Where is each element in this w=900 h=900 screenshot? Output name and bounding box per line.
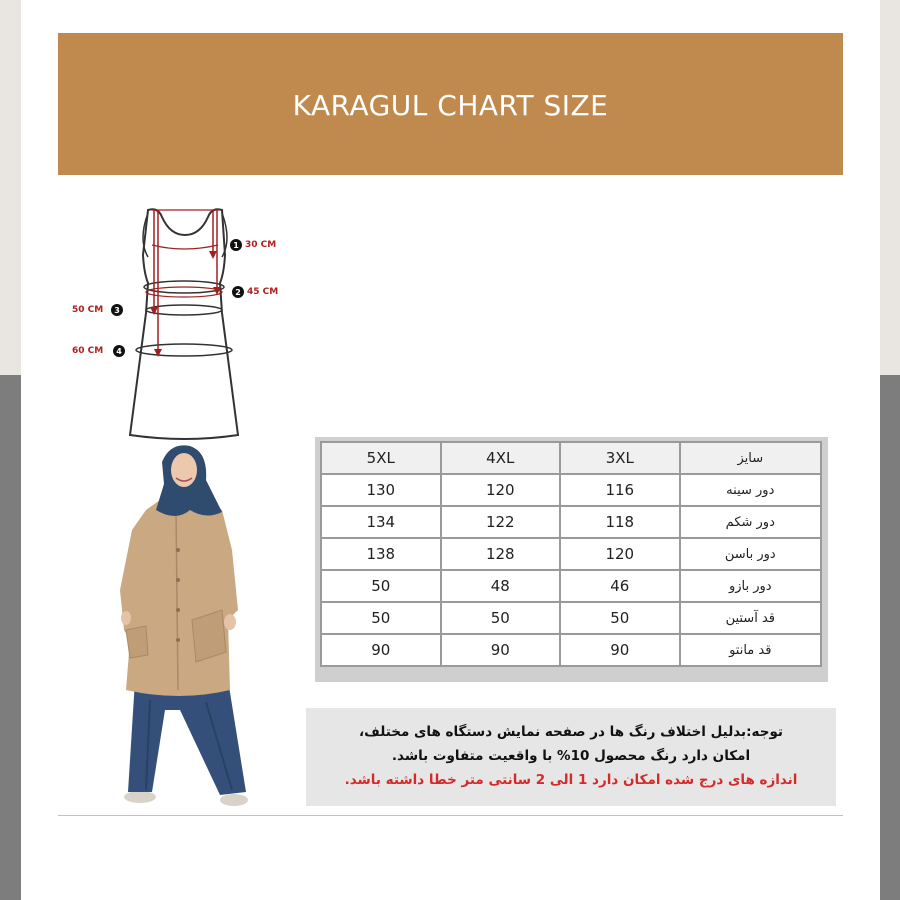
dress-outline-illustration <box>60 195 300 445</box>
table-cell: 128 <box>441 538 561 570</box>
measurement-label-3: 50 CM <box>72 305 104 315</box>
table-row <box>321 538 821 570</box>
measurement-label-2: 45 CM <box>247 287 279 297</box>
table-cell: 138 <box>321 538 441 570</box>
measurement-badge-3: 3 <box>111 304 123 316</box>
table-cell: 118 <box>560 506 680 538</box>
measurement-label-1: 30 CM <box>245 240 277 250</box>
size-table-frame <box>315 437 828 682</box>
size-table <box>320 441 822 667</box>
chart-title: KARAGUL CHART SIZE <box>292 89 609 122</box>
header-cell-4xl: 4XL <box>441 442 561 474</box>
measurement-badge-2: 2 <box>232 286 244 298</box>
header-cell-5xl: 5XL <box>321 442 441 474</box>
table-row <box>321 602 821 634</box>
table-cell: 50 <box>321 602 441 634</box>
table-cell: 90 <box>321 634 441 666</box>
table-cell: 50 <box>321 570 441 602</box>
table-header-row <box>321 442 821 474</box>
row-label: دور سینه <box>680 474 821 506</box>
measurement-badge-4: 4 <box>113 345 125 357</box>
table-cell: 134 <box>321 506 441 538</box>
table-row <box>321 506 821 538</box>
table-cell: 50 <box>441 602 561 634</box>
row-label: قد آستین <box>680 602 821 634</box>
table-cell: 50 <box>560 602 680 634</box>
header-cell-size-label: سایز <box>680 442 821 474</box>
note-line-1: توجه:بدلیل اختلاف رنگ ها در صفحه نمایش دستگاه های مختلف، <box>359 724 783 740</box>
table-cell: 130 <box>321 474 441 506</box>
table-cell: 116 <box>560 474 680 506</box>
measurement-badge-1: 1 <box>230 239 242 251</box>
model-illustration <box>110 440 260 820</box>
table-row <box>321 474 821 506</box>
measurement-label-4: 60 CM <box>72 346 104 356</box>
table-cell: 90 <box>441 634 561 666</box>
table-row <box>321 570 821 602</box>
row-label: دور باسن <box>680 538 821 570</box>
table-row <box>321 634 821 666</box>
row-label: قد مانتو <box>680 634 821 666</box>
table-cell: 48 <box>441 570 561 602</box>
model-photo <box>110 440 260 820</box>
table-cell: 120 <box>560 538 680 570</box>
note-box <box>306 708 836 806</box>
row-label: دور شکم <box>680 506 821 538</box>
title-banner <box>58 33 843 175</box>
table-cell: 122 <box>441 506 561 538</box>
bottom-divider <box>58 815 843 816</box>
row-label: دور بازو <box>680 570 821 602</box>
table-cell: 90 <box>560 634 680 666</box>
note-line-2: امکان دارد رنگ محصول 10% با واقعیت متفاوت باشد. <box>391 748 751 764</box>
note-warning-line: اندازه های درج شده امکان دارد 1 الی 2 سانتی متر خطا داشته باشد. <box>344 772 798 788</box>
table-cell: 120 <box>441 474 561 506</box>
header-cell-3xl: 3XL <box>560 442 680 474</box>
table-cell: 46 <box>560 570 680 602</box>
garment-diagram <box>60 195 300 445</box>
